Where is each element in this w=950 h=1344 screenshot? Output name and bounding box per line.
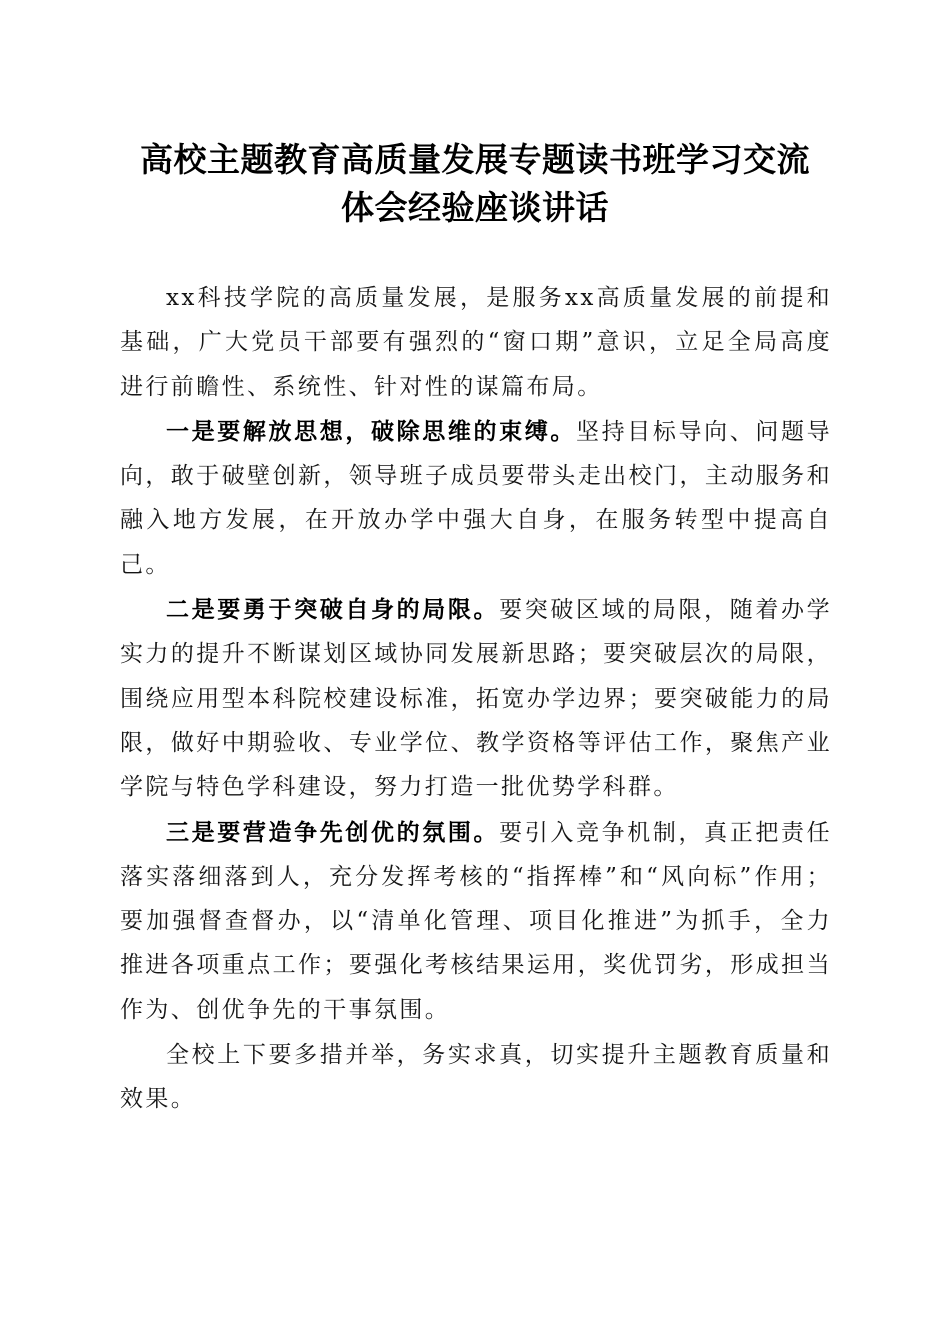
paragraph-lead: 二是要勇于突破自身的局限。	[166, 596, 500, 624]
title-line-2: 体会经验座谈讲话	[341, 188, 609, 227]
paragraph-point-1	[120, 410, 832, 587]
paragraph-text: 坚持目标导向、问题导向，敢于破壁创新，领导班子成员要带头走出校门，主动服务和融入地方发展，在开放办学中强大自身，在服务转型中提高自己。	[120, 418, 832, 578]
paragraph-text: 要引入竞争机制，真正把责任落实落细落到人，充分发挥考核的“指挥棒”和“风向标”作用；要加强督查督办，以“清单化管理、项目化推进”为抓手，全力推进各项重点工作；要强化考核结果运用，奖优罚劣，形成担当作为、创优争先的干事氛围。	[120, 819, 832, 1023]
paragraph-intro	[120, 276, 832, 409]
document-title	[110, 136, 840, 232]
paragraph-point-2	[120, 588, 832, 809]
paragraph-conclusion	[120, 1033, 832, 1122]
title-line-1: 高校主题教育高质量发展专题读书班学习交流	[140, 140, 810, 179]
paragraph-point-3	[120, 811, 832, 1032]
document-body	[120, 276, 832, 1122]
paragraph-lead: 三是要营造争先创优的氛围。	[166, 818, 500, 846]
paragraph-text: 全校上下要多措并举，务实求真，切实提升主题教育质量和效果。	[120, 1042, 832, 1113]
paragraph-text: 要突破区域的局限，随着办学实力的提升不断谋划区域协同发展新思路；要突破层次的局限，围绕应用型本科院校建设标准，拓宽办学边界；要突破能力的局限，做好中期验收、专业学位、教学资格等评估工作，聚焦产业学院与特色学科建设，努力打造一批优势学科群。	[120, 597, 832, 801]
paragraph-text: xx科技学院的高质量发展，是服务xx高质量发展的前提和基础，广大党员干部要有强烈的“窗口期”意识，立足全局高度进行前瞻性、系统性、针对性的谋篇布局。	[120, 285, 832, 400]
paragraph-lead: 一是要解放思想，破除思维的束缚。	[166, 417, 576, 445]
